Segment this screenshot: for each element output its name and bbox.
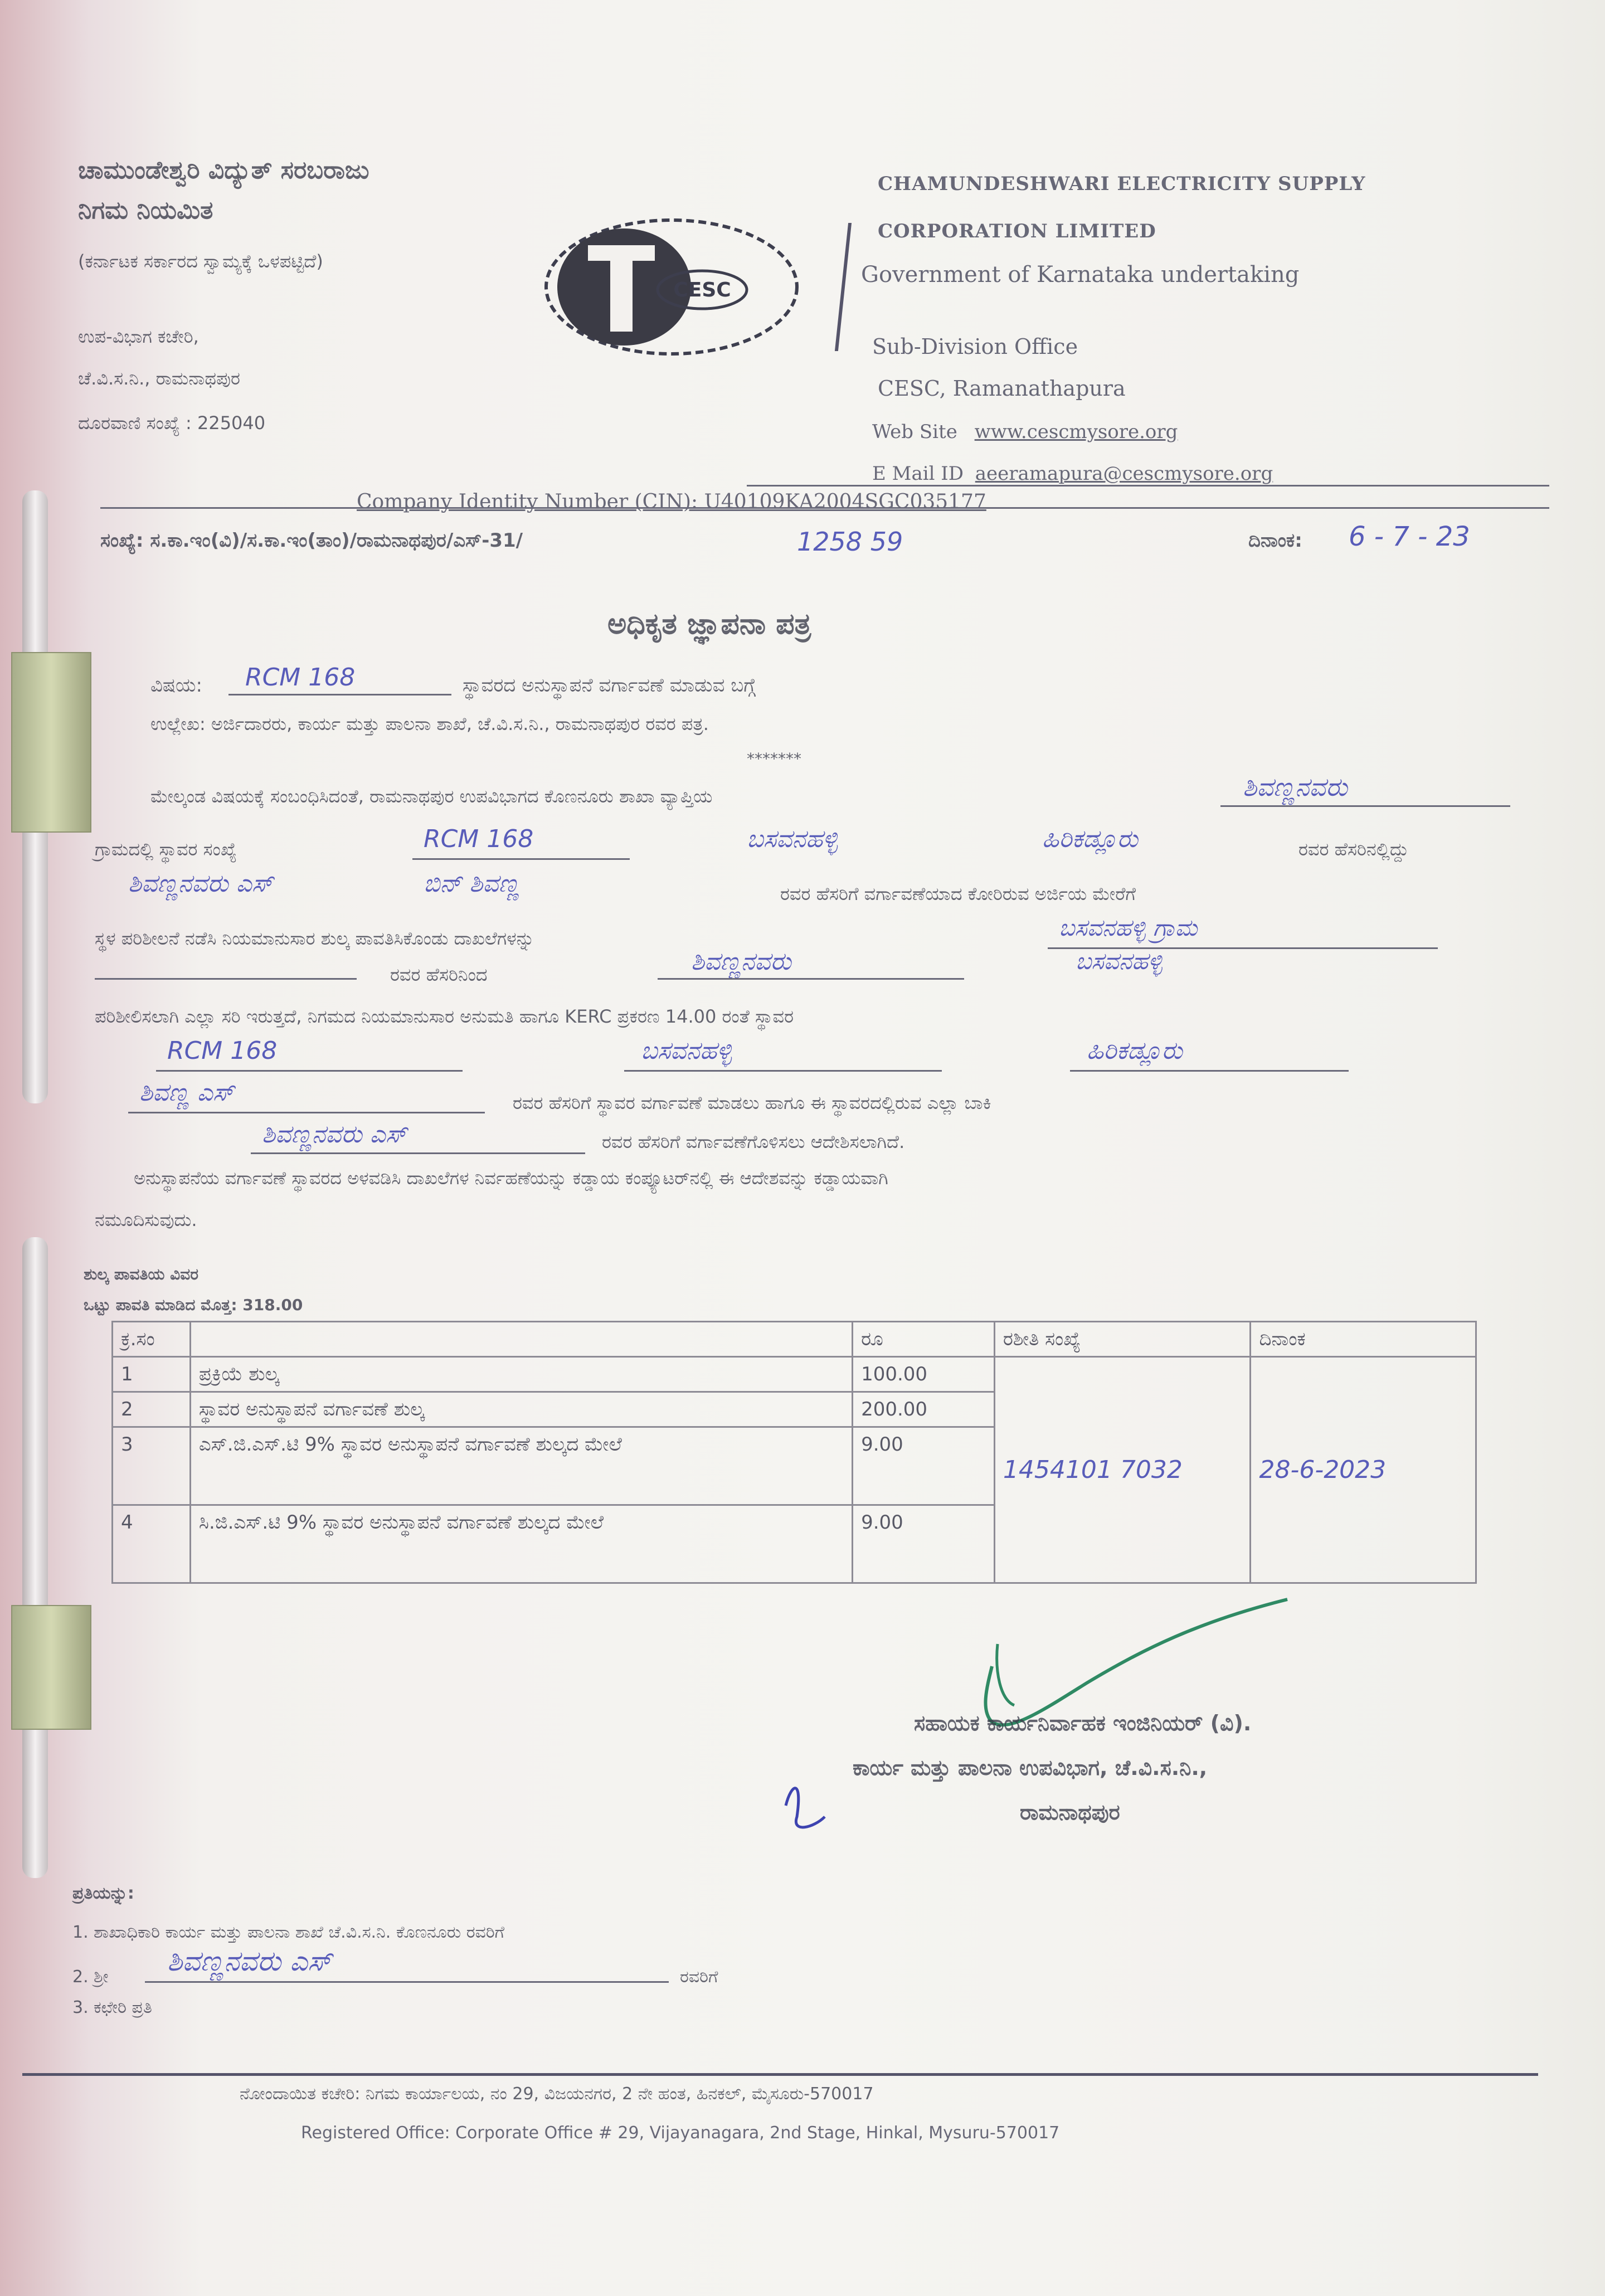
copy-to-item-1: 1. ಶಾಖಾಧಿಕಾರಿ ಕಾರ್ಯ ಮತ್ತು ಪಾಲನಾ ಶಾಖೆ ಚೆ.ವಿ.ಸ.ನಿ. ಕೊಣನೂರು ರವರಿಗೆ	[72, 1923, 505, 1942]
table-row	[113, 1357, 1476, 1392]
header-divider	[835, 223, 852, 351]
row-desc: ಎಸ್.ಜಿ.ಎಸ್.ಟಿ 9% ಸ್ಥಾವರ ಅನುಸ್ಥಾಪನೆ ವರ್ಗಾವಣೆ ಶುಲ್ಕದ ಮೇಲೆ	[190, 1427, 852, 1505]
svg-text:CESC: CESC	[673, 279, 731, 301]
row-desc: ಪ್ರಕ್ರಿಯೆ ಶುಲ್ಕ	[190, 1357, 852, 1392]
kn-phone: ದೂರವಾಣಿ ಸಂಖ್ಯೆ : 225040	[78, 412, 266, 434]
underline-10	[251, 1152, 585, 1154]
handwritten-father: ಬಿನ್ ಶಿವಣ್ಣ	[424, 869, 520, 898]
para2-line1: ಅನುಸ್ಥಾಪನೆಯ ವರ್ಗಾವಣೆ ಸ್ಥಾವರದ ಅಳವಡಿಸಿ ದಾಖಲೆಗಳ ನಿರ್ವಹಣೆಯನ್ನು ಕಡ್ಡಾಯ ಕಂಪ್ಯೂಟರ್‌ನಲ್ಲಿ ಈ ಆದೇಶವನ್ನು ಕಡ್ಡಾಯವಾಗಿ	[134, 1168, 888, 1189]
website-link[interactable]: www.cescmysore.org	[974, 421, 1178, 443]
para1-line5: ರವರ ಹೆಸರಿನಿಂದ	[390, 964, 488, 985]
handwritten-village-5: ಬಸವನಹಳ್ಳಿ	[641, 1037, 732, 1065]
row-desc: ಸಿ.ಜಿ.ಎಸ್.ಟಿ 9% ಸ್ಥಾವರ ಅನುಸ್ಥಾಪನೆ ವರ್ಗಾವಣೆ ಶುಲ್ಕದ ಮೇಲೆ	[190, 1505, 852, 1583]
en-company-name-line2: CORPORATION LIMITED	[878, 220, 1156, 242]
date-label: ದಿನಾಂಕ:	[1248, 529, 1302, 552]
handwritten-applicant: ಶಿವಣ್ಣನವರು	[1243, 772, 1348, 802]
footer-kannada: ನೋಂದಾಯಿತ ಕಚೇರಿ: ನಿಗಮ ಕಾರ್ಯಾಲಯ, ನಂ 29, ವಿಜಯನಗರ, 2 ನೇ ಹಂತ, ಹಿನಕಲ್, ಮೈಸೂರು-570017	[240, 2084, 874, 2104]
row-amount: 9.00	[853, 1505, 995, 1583]
fee-total: ಒಟ್ಟು ಪಾವತಿ ಮಾಡಿದ ಮೊತ್ತ: 318.00	[84, 1296, 303, 1314]
para1-line3: ರವರ ಹೆಸರಿಗೆ ವರ್ಗಾವಣೆಯಾದ ಕೋರಿರುವ ಅರ್ಜಿಯ ಮೇರೆಗೆ	[780, 883, 1136, 904]
reference-number-handwritten: 1258 59	[797, 527, 903, 557]
para1-line6: ಪರಿಶೀಲಿಸಲಾಗಿ ಎಲ್ಲಾ ಸರಿ ಇರುತ್ತದೆ, ನಿಗಮದ ನಿಯಮಾನುಸಾರ ಅನುಮತಿ ಹಾಗೂ KERC ಪ್ರಕರಣ 14.00 ರಂತೆ ಸ್ಥಾವರ	[95, 1006, 794, 1027]
email-row	[872, 463, 1273, 485]
handwritten-name-2: ಶಿವಣ್ಣನವರು	[691, 947, 791, 976]
cesc-logo	[535, 212, 808, 362]
row-desc: ಸ್ಥಾವರ ಅನುಸ್ಥಾಪನೆ ವರ್ಗಾವಣೆ ಶುಲ್ಕ	[190, 1392, 852, 1427]
email-label: E Mail ID	[872, 463, 964, 485]
signatory-designation: ಸಹಾಯಕ ಕಾರ್ಯನಿರ್ವಾಹಕ ಇಂಜಿನಿಯರ್ (ವಿ).	[914, 1711, 1252, 1735]
para1-line1: ಮೇಲ್ಕಂಡ ವಿಷಯಕ್ಕೆ ಸಂಬಂಧಿಸಿದಂತೆ, ರಾಮನಾಥಪುರ ಉಪವಿಭಾಗದ ಕೊಣನೂರು ಶಾಖಾ ವ್ಯಾಪ್ತಿಯ	[150, 786, 713, 807]
underline-6	[156, 1070, 463, 1072]
subject-text: ಸ್ಥಾವರದ ಅನುಸ್ಥಾಪನೆ ವರ್ಗಾವಣೆ ಮಾಡುವ ಬಗ್ಗೆ	[463, 674, 756, 697]
subject-handwritten: RCM 168	[245, 663, 356, 692]
underline-5	[658, 978, 964, 980]
receipt-date-handwritten: 28-6-2023	[1251, 1357, 1476, 1583]
separator-stars: *******	[747, 750, 801, 768]
handwritten-village-4: ಬಸವನಹಳ್ಳಿ	[1076, 947, 1163, 975]
para1-line2a: ಗ್ರಾಮದಲ್ಲಿ ಸ್ಥಾವರ ಸಂಖ್ಯೆ	[95, 839, 237, 860]
en-govt-undertaking: Government of Karnataka undertaking	[861, 262, 1300, 288]
copy-to-label: ಪ್ರತಿಯನ್ನು:	[72, 1884, 134, 1903]
website-label: Web Site	[872, 421, 957, 443]
kn-company-name-line1: ಚಾಮುಂಡೇಶ್ವರಿ ವಿದ್ಯುತ್ ಸರಬರಾಜು	[78, 156, 369, 184]
handwritten-rr-number: RCM 168	[424, 825, 534, 853]
underline-7	[624, 1070, 942, 1072]
header-sl-no: ಕ್ರ.ಸಂ	[113, 1322, 191, 1357]
reference-number: ಸಂಖ್ಯೆ: ಸ.ಕಾ.ಇಂ(ವಿ)/ಸ.ಕಾ.ಇಂ(ತಾಂ)/ರಾಮನಾಥಪುರ/ಎಸ್-31/	[100, 529, 523, 552]
header-amount: ರೂ	[853, 1322, 995, 1357]
subject-underline	[228, 694, 451, 695]
handwritten-name-3: ಶಿವಣ್ಣ ಎಸ್	[139, 1078, 234, 1107]
table-header-row	[113, 1322, 1476, 1357]
cin-rule	[747, 485, 1549, 487]
handwritten-name: ಶಿವಣ್ಣನವರು ಎಸ್	[128, 869, 273, 898]
underline-8	[1070, 1070, 1349, 1072]
copy-to-item-2-handwritten: ಶಿವಣ್ಣನವರು ಎಸ್	[167, 1945, 332, 1977]
handwritten-village-2: ಹಿರಿಕಡ್ಲೂರು	[1042, 825, 1138, 853]
handwritten-rr-number-2: RCM 168	[167, 1037, 278, 1065]
copy-to-item-2-suffix: ರವರಿಗೆ	[680, 1967, 718, 1987]
underline-1	[1220, 805, 1510, 807]
handwritten-village-6: ಹಿರಿಕಡ್ಲೂರು	[1087, 1037, 1183, 1065]
fee-header: ಶುಲ್ಕ ಪಾವತಿಯ ವಿವರ	[84, 1265, 199, 1283]
underline-9	[128, 1112, 485, 1113]
reference-line: ಉಲ್ಲೇಖ: ಅರ್ಜಿದಾರರು, ಕಾರ್ಯ ಮತ್ತು ಪಾಲನಾ ಶಾಖೆ, ಚೆ.ವಿ.ಸ.ನಿ., ರಾಮನಾಥಪುರ ರವರ ಪತ್ರ.	[150, 713, 709, 734]
header-description	[190, 1322, 852, 1357]
en-office: Sub-Division Office	[872, 334, 1078, 359]
copy-to-item-2-prefix: 2. ಶ್ರೀ	[72, 1967, 109, 1987]
handwritten-village-3: ಬಸವನಹಳ್ಳಿ ಗ್ರಾಮ	[1059, 914, 1198, 941]
underline-4	[95, 978, 357, 980]
para1-line7: ರವರ ಹೆಸರಿಗೆ ಸ್ಥಾವರ ವರ್ಗಾವಣೆ ಮಾಡಲು ಹಾಗೂ ಈ ಸ್ಥಾವರದಲ್ಲಿರುವ ಎಲ್ಲಾ ಬಾಕಿ	[513, 1092, 991, 1113]
fee-table	[111, 1321, 1477, 1584]
header-date: ದಿನಾಂಕ	[1251, 1322, 1476, 1357]
row-amount: 200.00	[853, 1392, 995, 1427]
row-no: 1	[113, 1357, 191, 1392]
para1-line8: ರವರ ಹೆಸರಿಗೆ ವರ್ಗಾವಣೆಗೊಳಿಸಲು ಆದೇಶಿಸಲಾಗಿದೆ.	[602, 1131, 905, 1152]
kn-office: ಉಪ-ವಿಭಾಗ ಕಚೇರಿ,	[78, 326, 199, 347]
signatory-office: ಕಾರ್ಯ ಮತ್ತು ಪಾಲನಾ ಉಪವಿಭಾಗ, ಚೆ.ವಿ.ಸ.ನಿ.,	[853, 1755, 1208, 1780]
underline-2	[412, 858, 630, 860]
copy-to-underline	[145, 1981, 669, 1983]
kn-govt-undertaking: (ಕರ್ನಾಟಕ ಸರ್ಕಾರದ ಸ್ವಾಮ್ಯಕ್ಕೆ ಒಳಪಟ್ಟಿದೆ)	[78, 251, 323, 272]
handwritten-name-4: ಶಿವಣ್ಣನವರು ಎಸ್	[262, 1120, 407, 1149]
row-amount: 9.00	[853, 1427, 995, 1505]
en-place: CESC, Ramanathapura	[878, 376, 1126, 401]
copy-to-item-3: 3. ಕಛೇರಿ ಪ್ರತಿ	[72, 1998, 152, 2017]
document-title: ಅಧಿಕೃತ ಜ್ಞಾಪನಾ ಪತ್ರ	[607, 607, 811, 641]
handwritten-village: ಬಸವನಹಳ್ಳಿ	[747, 825, 838, 853]
footer-english: Registered Office: Corporate Office # 29, Vijayanagara, 2nd Stage, Hinkal, Mysuru-570017	[301, 2123, 1060, 2143]
date-handwritten: 6 - 7 - 23	[1349, 521, 1470, 552]
kn-company-name-line2: ನಿಗಮ ನಿಯಮಿತ	[78, 196, 213, 225]
row-amount: 100.00	[853, 1357, 995, 1392]
en-company-name-line1: CHAMUNDESHWARI ELECTRICITY SUPPLY	[878, 173, 1366, 195]
subject-label: ವಿಷಯ:	[150, 674, 202, 697]
signatory-place: ರಾಮನಾಥಪುರ	[1020, 1800, 1120, 1825]
para1-line4: ಸ್ಥಳ ಪರಿಶೀಲನೆ ನಡೆಸಿ ನಿಯಮಾನುಸಾರ ಶುಲ್ಕ ಪಾವತಿಸಿಕೊಂಡು ದಾಖಲೆಗಳನ್ನು	[95, 928, 534, 949]
binder-clip	[0, 457, 111, 1906]
para2-line2: ನಮೂದಿಸುವುದು.	[95, 1209, 197, 1230]
para1-line2b: ರವರ ಹೆಸರಿನಲ್ಲಿದ್ದು	[1298, 839, 1409, 860]
receipt-number-handwritten: 1454101 7032	[994, 1357, 1251, 1583]
row-no: 3	[113, 1427, 191, 1505]
row-no: 2	[113, 1392, 191, 1427]
header-rule	[100, 507, 1549, 509]
email-link[interactable]: aeeramapura@cescmysore.org	[975, 463, 1273, 485]
cin-number: Company Identity Number (CIN): U40109KA2004SGC035177	[357, 490, 986, 513]
footer-rule	[22, 2073, 1538, 2076]
header-receipt-no: ರಶೀತಿ ಸಂಖ್ಯೆ	[994, 1322, 1251, 1357]
website-row	[872, 421, 1178, 443]
kn-place: ಚೆ.ವಿ.ಸ.ನಿ., ರಾಮನಾಥಪುರ	[78, 368, 240, 389]
row-no: 4	[113, 1505, 191, 1583]
